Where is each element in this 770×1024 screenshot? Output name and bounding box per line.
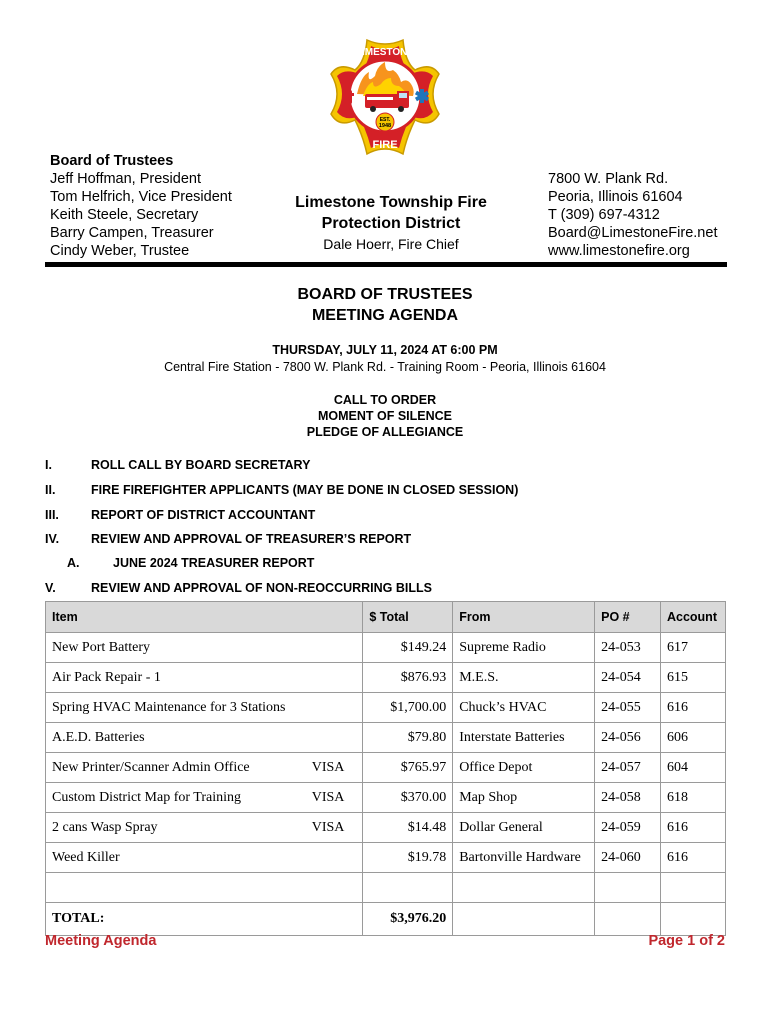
po-cell: 24-055 [595, 693, 661, 723]
agenda-text: REVIEW AND APPROVAL OF NON-REOCCURRING BILLS [91, 581, 432, 595]
from-cell: Supreme Radio [453, 633, 595, 663]
total-cell: $765.97 [363, 753, 453, 783]
table-row [46, 663, 726, 693]
fire-chief: Dale Hoerr, Fire Chief [323, 236, 459, 252]
total-cell: $370.00 [363, 783, 453, 813]
column-header-po: PO # [595, 602, 661, 633]
table-row [46, 783, 726, 813]
column-header-from: From [453, 602, 595, 633]
agenda-number: A. [67, 556, 80, 570]
table-row [46, 693, 726, 723]
item-text: New Printer/Scanner Admin Office [52, 759, 250, 775]
po-cell: 24-054 [595, 663, 661, 693]
table-row [46, 633, 726, 663]
agenda-number: I. [45, 458, 52, 472]
table-row [46, 813, 726, 843]
item-cell [46, 783, 363, 813]
agenda-number: V. [45, 581, 56, 595]
page-number: Page 1 of 2 [648, 933, 725, 949]
logo-bottom-text: FIRE [372, 139, 398, 151]
account-cell: 616 [660, 813, 725, 843]
po-cell: 24-053 [595, 633, 661, 663]
header-divider [45, 262, 727, 267]
agenda-number: II. [45, 483, 56, 497]
po-cell: 24-058 [595, 783, 661, 813]
item-text: A.E.D. Batteries [52, 729, 145, 745]
agenda-text: REPORT OF DISTRICT ACCOUNTANT [91, 508, 316, 522]
account-cell: 617 [660, 633, 725, 663]
agenda-text: REVIEW AND APPROVAL OF TREASURER’S REPORT [91, 532, 412, 546]
logo-top-text: LIMESTONE [355, 47, 415, 58]
email-link[interactable]: Board@LimestoneFire.net [548, 225, 718, 241]
item-text: Spring HVAC Maintenance for 3 Stations [52, 699, 286, 715]
phone-number: T (309) 697-4312 [548, 207, 660, 223]
total-cell: $79.80 [363, 723, 453, 753]
total-label: TOTAL: [46, 903, 363, 936]
organization-block [266, 192, 516, 254]
website-link[interactable]: www.limestonefire.org [548, 243, 690, 259]
empty-cell [453, 903, 595, 936]
po-cell: 24-057 [595, 753, 661, 783]
total-cell: $876.93 [363, 663, 453, 693]
table-row [46, 723, 726, 753]
empty-cell [595, 903, 661, 936]
trustees-block [50, 152, 232, 260]
item-cell [46, 753, 363, 783]
item-text: New Port Battery [52, 639, 150, 655]
item-cell [46, 693, 363, 723]
table-header-row [46, 602, 726, 633]
from-cell: Map Shop [453, 783, 595, 813]
empty-cell [660, 903, 725, 936]
item-text: Air Pack Repair - 1 [52, 669, 161, 685]
trustee-name: Jeff Hoffman, President [50, 171, 201, 187]
column-header-item: Item [46, 602, 363, 633]
table-row [46, 753, 726, 783]
meeting-location: Central Fire Station - 7800 W. Plank Rd. - Training Room - Peoria, Illinois 61604 [164, 360, 606, 374]
meeting-date: THURSDAY, JULY 11, 2024 AT 6:00 PM [272, 343, 498, 357]
item-text: Weed Killer [52, 849, 120, 865]
agenda-text: FIRE FIREFIGHTER APPLICANTS (MAY BE DONE IN CLOSED SESSION) [91, 483, 519, 497]
agenda-text: ROLL CALL BY BOARD SECRETARY [91, 458, 311, 472]
account-cell: 618 [660, 783, 725, 813]
footer-title: Meeting Agenda [45, 933, 157, 949]
empty-cell [595, 873, 661, 903]
from-cell: Dollar General [453, 813, 595, 843]
account-cell: 616 [660, 843, 725, 873]
empty-row [46, 873, 726, 903]
org-name-line2: Protection District [321, 215, 461, 232]
agenda-number: III. [45, 508, 59, 522]
table-row [46, 843, 726, 873]
item-cell [46, 663, 363, 693]
from-cell: Office Depot [453, 753, 595, 783]
total-cell: $14.48 [363, 813, 453, 843]
contact-block [548, 170, 717, 260]
logo-year-text: 1948 [378, 123, 392, 129]
pledge-of-allegiance: PLEDGE OF ALLEGIANCE [306, 425, 464, 439]
from-cell: M.E.S. [453, 663, 595, 693]
visa-flag: VISA [311, 819, 345, 835]
total-value: $3,976.20 [363, 903, 453, 936]
call-to-order: CALL TO ORDER [333, 393, 437, 407]
item-text: 2 cans Wasp Spray [52, 819, 158, 835]
doc-title-line2: MEETING AGENDA [311, 307, 459, 324]
doc-title-line1: BOARD OF TRUSTEES [297, 286, 473, 303]
item-cell [46, 633, 363, 663]
address-city: Peoria, Illinois 61604 [548, 189, 683, 205]
visa-flag: VISA [311, 759, 345, 775]
total-row [46, 903, 726, 936]
logo-est-text: EST. [379, 117, 391, 123]
column-header-account: Account [660, 602, 725, 633]
from-cell: Bartonville Hardware [453, 843, 595, 873]
empty-cell [363, 873, 453, 903]
board-title: Board of Trustees [50, 153, 174, 169]
trustee-name: Keith Steele, Secretary [50, 207, 199, 223]
from-cell: Chuck’s HVAC [453, 693, 595, 723]
address-street: 7800 W. Plank Rd. [548, 171, 669, 187]
account-cell: 604 [660, 753, 725, 783]
org-name-line1: Limestone Township Fire [295, 194, 487, 211]
trustee-name: Cindy Weber, Trustee [50, 243, 190, 259]
account-cell: 615 [660, 663, 725, 693]
po-cell: 24-056 [595, 723, 661, 753]
agenda-number: IV. [45, 532, 60, 546]
column-header-total: $ Total [363, 602, 453, 633]
item-cell [46, 813, 363, 843]
item-cell [46, 723, 363, 753]
trustee-name: Barry Campen, Treasurer [50, 225, 214, 241]
item-text: Custom District Map for Training [52, 789, 242, 805]
bills-table [45, 601, 726, 936]
item-cell [46, 843, 363, 873]
agenda-text: JUNE 2024 TREASURER REPORT [113, 556, 315, 570]
total-cell: $1,700.00 [363, 693, 453, 723]
empty-cell [46, 873, 363, 903]
total-cell: $149.24 [363, 633, 453, 663]
trustee-name: Tom Helfrich, Vice President [50, 189, 232, 205]
visa-flag: VISA [311, 789, 345, 805]
po-cell: 24-059 [595, 813, 661, 843]
empty-cell [453, 873, 595, 903]
total-cell: $19.78 [363, 843, 453, 873]
from-cell: Interstate Batteries [453, 723, 595, 753]
account-cell: 616 [660, 693, 725, 723]
po-cell: 24-060 [595, 843, 661, 873]
account-cell: 606 [660, 723, 725, 753]
empty-cell [660, 873, 725, 903]
moment-of-silence: MOMENT OF SILENCE [317, 409, 453, 423]
fire-district-logo [327, 36, 443, 160]
